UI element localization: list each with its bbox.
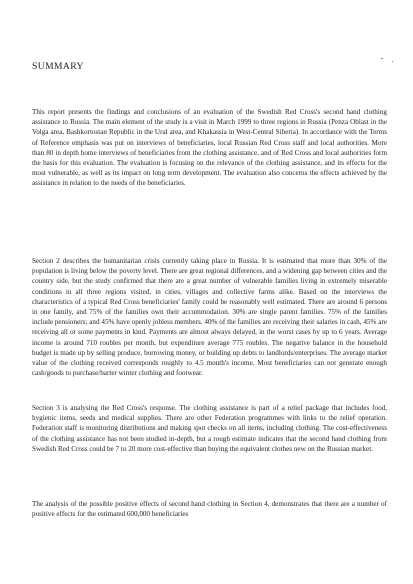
paragraph-section-3: Section 3 is analysing the Red Cross's response. The clothing assistance is part of a relief package that includes food, hygienic items, seeds and medical supplies. There are other Federation programmes with links to the relief operation. Federation staff is monitoring distributions and making spot checks on all items, including clothing. The cost-effectiveness of the clothing assistance has not been studied in-depth, but a rough estimate indicates that the second hand clothing from Swedish Red Cross could be 7 to 20 more cost-effective than buying the equivalent clothes new on the Russian market. xyxy=(32,404,387,453)
paragraph-section-4: The analysis of the possible positive effects of second hand clothing in Section 4, demonstrates that there are a number of positive effects for the estimated 600,000 beneficiaries xyxy=(32,500,387,519)
scan-speck xyxy=(392,61,393,62)
paragraph-introduction: This report presents the findings and conclusions of an evaluation of the Swedish Red Cross's second hand clothing assistance to Russia. The main element of the study is a visit in March 1999 to three regions in Russia (Penza Oblast in the Volga area, Bashkortostan Republic in the Ural area, and Khakassia in West-Central Siberia). In accordance with the Terms of Reference emphasis was put on interviews of beneficiaries, local Russian Red Cross staff and local authorities. More than 80 in depth home interviews of beneficiaries from the clothing assistance, and of Red Cross and local authorities form the basis for this evaluation. The evaluation is focusing on the relevance of the clothing assistance, and its effects for the most vulnerable, as well as its impact on long term development. The evaluation also concerns the effects achieved by the assistance in relation to the needs of the beneficiaries. xyxy=(32,108,387,188)
summary-heading: SUMMARY xyxy=(32,61,84,72)
scan-speck xyxy=(381,58,383,59)
paragraph-section-2: Section 2 describes the humanitarian crisis currently taking place in Russia. It is estimated that more than 30% of the population is living below the poverty level. There are great regional differences, and a widening gap between cities and the country side, but the study confirmed that there are a great number of vulnerable families living in extremely miserable conditions in all three regions visited, in cities, villages and collective farms alike. Based on the interviews the characteristics of a typical Red Cross beneficiaries' family could be reasonably well estimated. There are around 6 persons in one family, and 75% of the families own their accommodation. 30% are single parent families. 75% of the families include pensioners; and 45% have openly jobless members. 40% of the families are receiving their salaries in cash, 45% are receiving all or some payments in kind. Payments are almost always delayed, in the worst cases by up to 6 years. Average income is around 710 roubles per month, but expenditure average 775 roubles. The negative balance in the household budget is made up by selling produce, borrowing money, or building up debts to landlords/enterprises. The average market value of the clothing received corresponds roughly to 4.5 month's income. Most beneficiaries can not generate enough cash/goods to purchase/barter winter clothing and footwear. xyxy=(32,257,387,378)
